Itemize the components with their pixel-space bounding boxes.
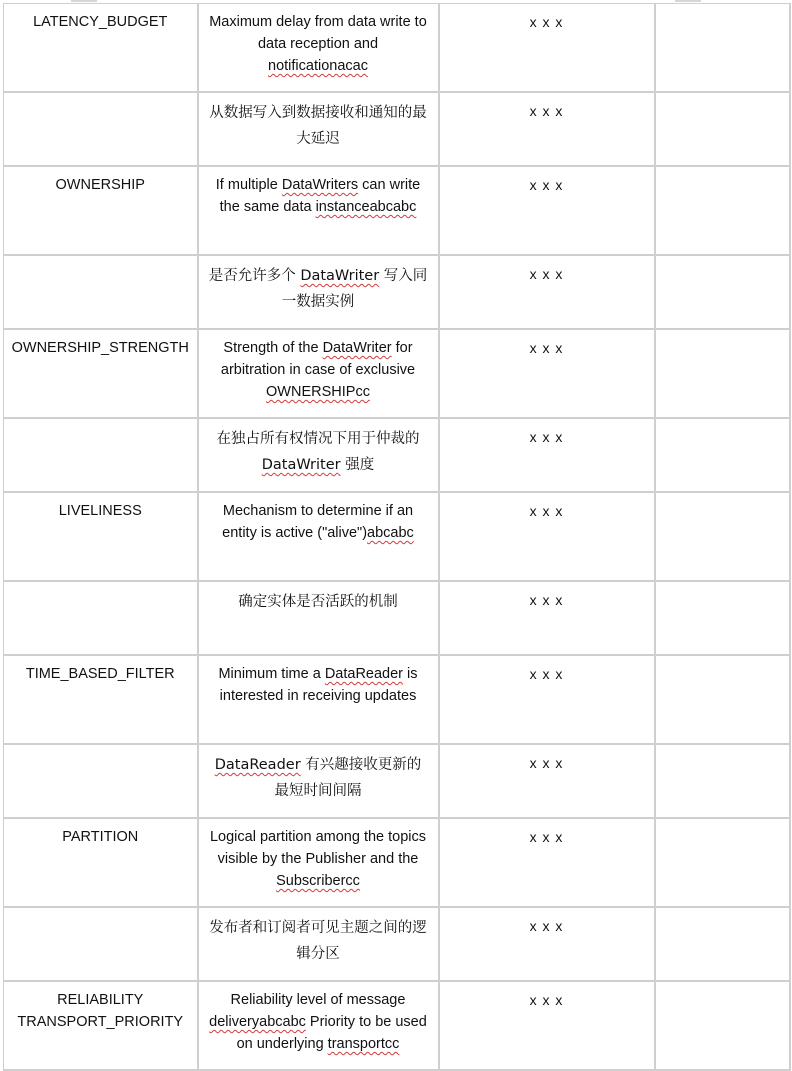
spellcheck-flagged-word: OWNERSHIPcc (266, 384, 370, 400)
description-text: 在独占所有权情况下用于仲裁的 (216, 431, 420, 447)
marks-cell (439, 329, 655, 418)
description-text: 从数据写入到数据接收和通知的最大延迟 (209, 105, 427, 147)
description-text: for arbitration in case of exclusive (220, 340, 416, 378)
empty-cell (655, 166, 790, 255)
description-cell (198, 166, 439, 255)
policy-name: TIME_BASED_FILTER (25, 666, 175, 682)
description-cell (198, 655, 439, 744)
empty-cell (655, 92, 790, 166)
marks-text: x x x (529, 340, 564, 356)
description-text: Strength of the (223, 340, 323, 356)
marks-cell (439, 581, 655, 655)
description-text: is interested in receiving updates (219, 666, 418, 704)
description-text: If multiple (215, 177, 282, 193)
description-cell (198, 581, 439, 655)
policy-name-cell (4, 492, 198, 581)
empty-cell (655, 818, 790, 907)
table-row (4, 818, 790, 907)
empty-cell (655, 329, 790, 418)
marks-cell (439, 655, 655, 744)
policy-name-cell (4, 418, 198, 492)
qos-policy-table (3, 3, 791, 1071)
empty-cell (655, 907, 790, 981)
description-text: Logical partition among the topics visible by the Publisher and the (209, 829, 427, 867)
description-text: 确定实体是否活跃的机制 (238, 594, 398, 610)
description-text: 是否允许多个 (208, 268, 301, 284)
marks-cell (439, 981, 655, 1070)
policy-name: OWNERSHIP (55, 177, 145, 193)
policy-name-cell (4, 166, 198, 255)
description-text: 写入同一数据实例 (281, 268, 428, 310)
spellcheck-flagged-word: DataWriter (300, 268, 380, 284)
policy-name-cell (4, 329, 198, 418)
empty-cell (655, 581, 790, 655)
spellcheck-flagged-word: instanceabcabc (315, 199, 417, 215)
top-edge-mark-left (71, 0, 97, 2)
table-row (4, 981, 790, 1070)
spellcheck-flagged-word: Subscribercc (276, 873, 360, 889)
empty-cell (655, 981, 790, 1070)
marks-text: x x x (529, 666, 564, 682)
policy-name: RELIABILITY TRANSPORT_PRIORITY (17, 992, 184, 1030)
policy-name-cell (4, 981, 198, 1070)
policy-name-cell (4, 255, 198, 329)
marks-cell (439, 418, 655, 492)
empty-cell (655, 418, 790, 492)
marks-cell (439, 4, 655, 93)
policy-name: LIVELINESS (58, 503, 142, 519)
marks-text: x x x (529, 429, 564, 445)
description-text: 有兴趣接收更新的最短时间间隔 (274, 757, 422, 799)
description-text: 强度 (340, 457, 375, 473)
table-row (4, 92, 790, 166)
spellcheck-flagged-word: abcabc (367, 525, 414, 541)
marks-text: x x x (529, 266, 564, 282)
policy-name-cell (4, 818, 198, 907)
top-edge-mark-right (675, 0, 701, 2)
marks-text: x x x (529, 177, 564, 193)
marks-cell (439, 907, 655, 981)
spellcheck-flagged-word: DataReader (324, 666, 404, 682)
description-cell (198, 255, 439, 329)
empty-cell (655, 744, 790, 818)
table-row (4, 581, 790, 655)
empty-cell (655, 4, 790, 93)
table-row (4, 744, 790, 818)
description-text: Minimum time a (218, 666, 325, 682)
description-cell (198, 907, 439, 981)
marks-text: x x x (529, 829, 564, 845)
marks-cell (439, 744, 655, 818)
marks-cell (439, 818, 655, 907)
table-row (4, 655, 790, 744)
marks-cell (439, 166, 655, 255)
description-text: Priority to be used on underlying (236, 1014, 427, 1052)
description-cell (198, 492, 439, 581)
policy-name-cell (4, 744, 198, 818)
marks-text: x x x (529, 592, 564, 608)
description-cell (198, 329, 439, 418)
empty-cell (655, 255, 790, 329)
description-cell (198, 4, 439, 93)
policy-name: LATENCY_BUDGET (33, 14, 168, 30)
table-row (4, 907, 790, 981)
policy-name-cell (4, 581, 198, 655)
marks-cell (439, 92, 655, 166)
spellcheck-flagged-word: notificationacac (268, 58, 368, 74)
policy-name: OWNERSHIP_STRENGTH (11, 340, 189, 356)
empty-cell (655, 655, 790, 744)
marks-text: x x x (529, 755, 564, 771)
table-row (4, 329, 790, 418)
description-text: can write the same data (219, 177, 421, 215)
marks-text: x x x (529, 14, 564, 30)
empty-cell (655, 492, 790, 581)
description-cell (198, 744, 439, 818)
spellcheck-flagged-word: DataReader (214, 757, 301, 773)
marks-text: x x x (529, 918, 564, 934)
description-text: Reliability level of message (230, 992, 406, 1008)
description-text: Maximum delay from data write to data reception and (209, 14, 427, 52)
marks-cell (439, 255, 655, 329)
marks-text: x x x (529, 103, 564, 119)
spellcheck-flagged-word: DataWriters (281, 177, 359, 193)
policy-name-cell (4, 655, 198, 744)
spellcheck-flagged-word: DataWriter (261, 457, 341, 473)
description-cell (198, 981, 439, 1070)
marks-cell (439, 492, 655, 581)
marks-text: x x x (529, 992, 564, 1008)
description-text: 发布者和订阅者可见主题之间的逻辑分区 (209, 920, 427, 962)
table-row (4, 4, 790, 93)
spellcheck-flagged-word: DataWriter (322, 340, 392, 356)
spellcheck-flagged-word: deliveryabcabc (209, 1014, 306, 1030)
spellcheck-flagged-word: transportcc (327, 1036, 400, 1052)
policy-name-cell (4, 4, 198, 93)
description-cell (198, 92, 439, 166)
description-text: Mechanism to determine if an entity is active ("alive") (222, 503, 414, 541)
table-row (4, 166, 790, 255)
marks-text: x x x (529, 503, 564, 519)
table-row (4, 492, 790, 581)
policy-name-cell (4, 907, 198, 981)
description-cell (198, 818, 439, 907)
description-cell (198, 418, 439, 492)
policy-name: PARTITION (62, 829, 139, 845)
table-row (4, 255, 790, 329)
policy-name-cell (4, 92, 198, 166)
table-row (4, 418, 790, 492)
